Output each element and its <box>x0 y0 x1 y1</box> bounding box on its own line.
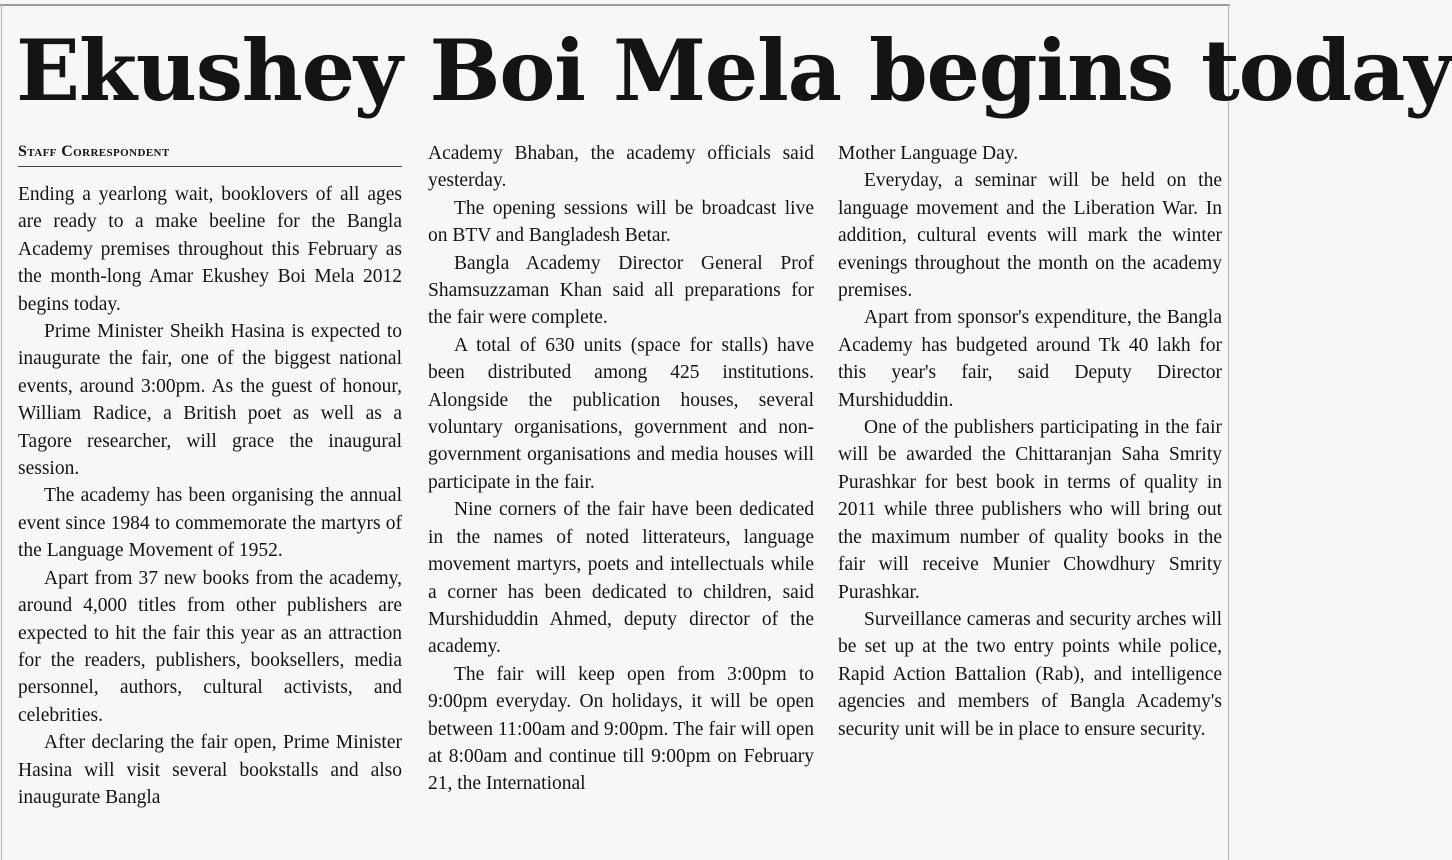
article-column-2 <box>428 140 814 798</box>
article-byline: Staff Correspondent <box>18 143 170 160</box>
article-paragraph: The academy has been organising the annual event since 1984 to commemorate the martyrs of the Language Movement of 1952. <box>18 485 402 562</box>
right-border-rule <box>1228 4 1229 860</box>
article-paragraph: Prime Minister Sheikh Hasina is expected to inaugurate the fair, one of the biggest national events, around 3:00pm. As the guest of honour, William Radice, a British poet as well as a Tagore researcher, will grace the inaugural session. <box>18 321 402 480</box>
article-paragraph: Bangla Academy Director General Prof Shamsuzzaman Khan said all preparations for the fair were complete. <box>428 252 814 329</box>
article-paragraph: One of the publishers participating in the fair will be awarded the Chittaranjan Saha Smrity Purashkar for best book in terms of quality in 2011 while three publishers who will bring out the maximum number of quality books in the fair will receive Munier Chowdhury Smrity Purashkar. <box>838 417 1222 603</box>
article-headline: Ekushey Boi Mela begins today <box>16 21 1452 120</box>
article-paragraph: The opening sessions will be broadcast live on BTV and Bangladesh Betar. <box>428 197 814 247</box>
article-paragraph: The fair will keep open from 3:00pm to 9:00pm everyday. On holidays, it will be open between 11:00am and 9:00pm. The fair will open at 8:00am and continue till 9:00pm on February 21, the International <box>428 663 814 795</box>
article-paragraph: Mother Language Day. <box>838 143 1019 164</box>
left-border-rule <box>1 4 2 860</box>
article-paragraph: Academy Bhaban, the academy officials said yesterday. <box>428 143 814 192</box>
article-paragraph: After declaring the fair open, Prime Minister Hasina will visit several bookstalls and also inaugurate Bangla <box>18 732 402 808</box>
byline-divider <box>18 166 402 167</box>
article-paragraph: Ending a yearlong wait, booklovers of all ages are ready to a make beeline for the Bangla Academy premises throughout this February as the month-long Amar Ekushey Boi Mela 2012 begins today. <box>18 184 402 315</box>
article-paragraph: Apart from 37 new books from the academy, around 4,000 titles from other publishers are expected to hit the fair this year as an attraction for the readers, publishers, booksellers, media personnel, authors, cultural activists, and celebrities. <box>18 567 402 726</box>
article-paragraph: Nine corners of the fair have been dedicated in the names of noted litterateurs, language movement martyrs, poets and intellectuals while a corner has been dedicated to children, said Murshiduddin Ahmed, deputy director of the academy. <box>428 499 814 658</box>
article-column-3 <box>838 140 1222 743</box>
top-border-rule <box>0 4 1230 6</box>
article-paragraph: Everyday, a seminar will be held on the language movement and the Liberation War. In addition, cultural events will mark the winter evenings throughout the month on the academy premises. <box>838 170 1222 302</box>
article-column-1 <box>18 140 402 811</box>
article-paragraph: Apart from sponsor's expenditure, the Bangla Academy has budgeted around Tk 40 lakh for this year's fair, said Deputy Director Murshiduddin. <box>838 307 1222 411</box>
article-paragraph: A total of 630 units (space for stalls) have been distributed among 425 institutions. Alongside the publication houses, several voluntary organisations, government and non-government organisations and media houses will participate in the fair. <box>428 334 814 493</box>
article-paragraph: Surveillance cameras and security arches will be set up at the two entry points while police, Rapid Action Battalion (Rab), and intelligence agencies and members of Bangla Academy's security unit will be in place to ensure security. <box>838 608 1222 740</box>
